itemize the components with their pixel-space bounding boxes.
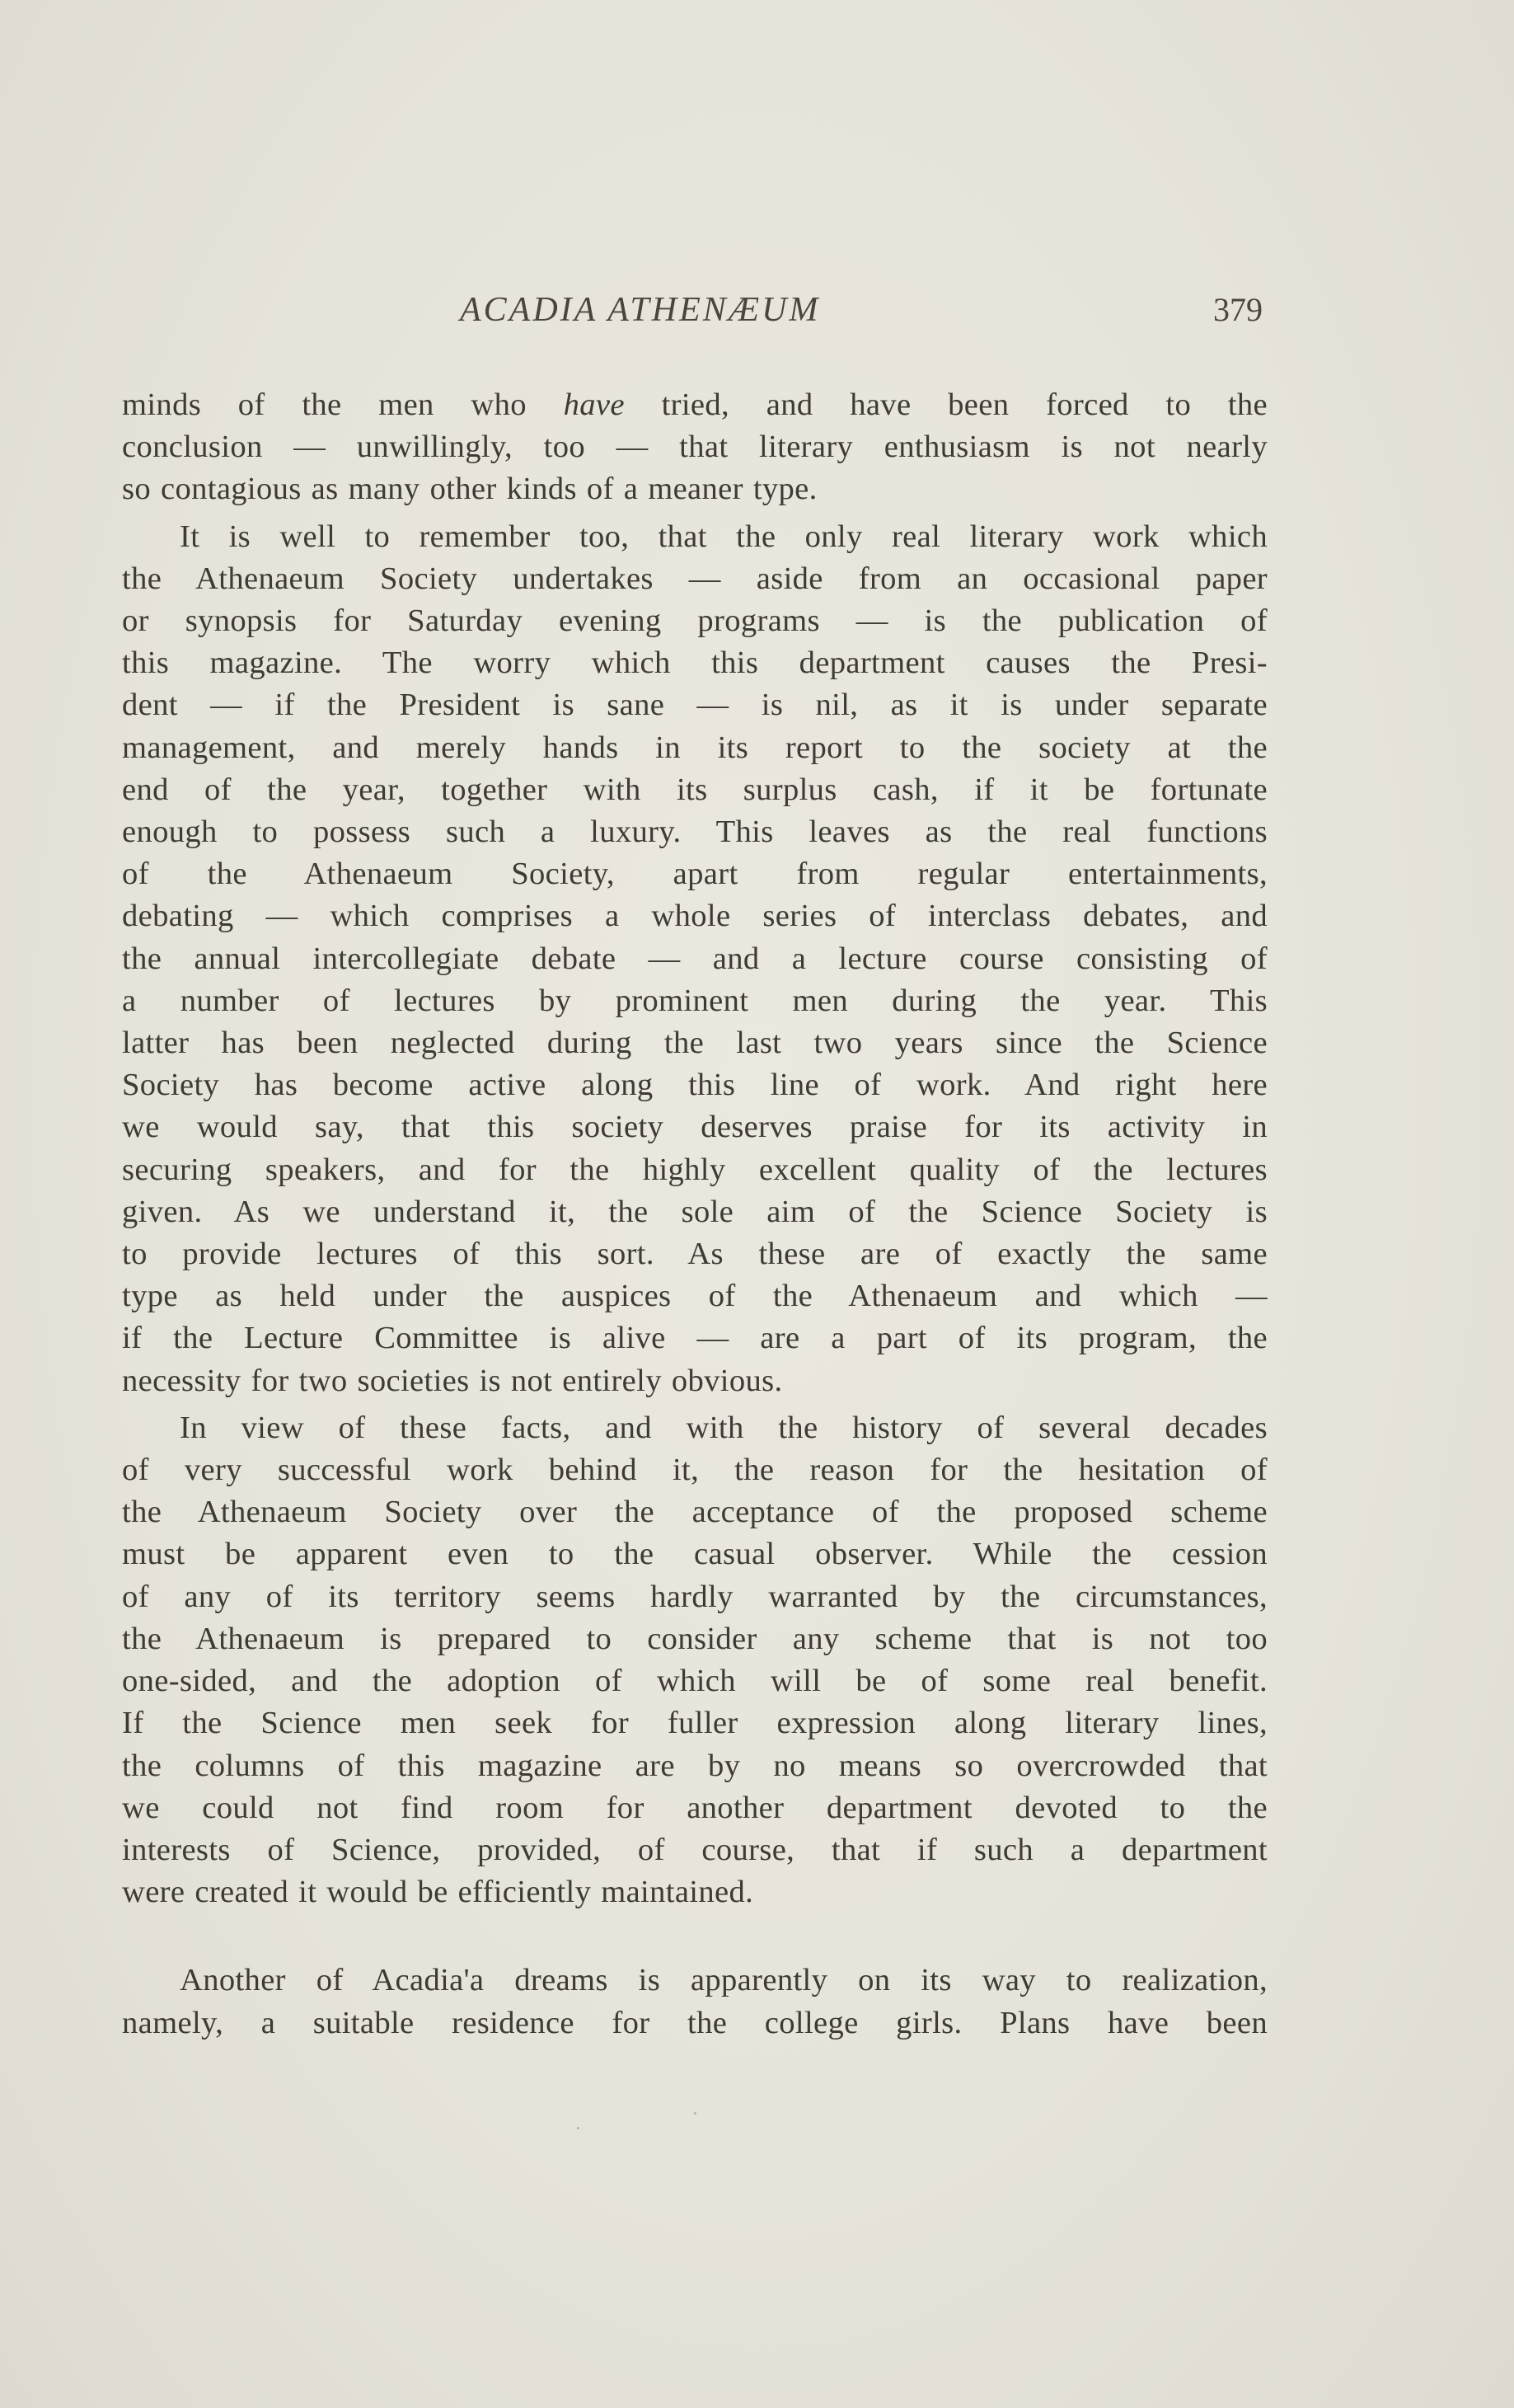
text-line: if the Lecture Committee is alive — are a part of its program, the [122, 1321, 1268, 1356]
text-line: the columns of this magazine are by no means so overcrowded that [122, 1748, 1268, 1783]
text-line: the Athenaeum Society over the acceptance of the proposed scheme [122, 1495, 1268, 1530]
scan-speck [577, 2127, 579, 2129]
text-line: one-sided, and the adoption of which will be of some real benefit. [122, 1664, 1268, 1699]
text-line: It is well to remember too, that the only real literary work which [180, 519, 1268, 554]
text-line: we could not find room for another department devoted to the [122, 1790, 1268, 1825]
page-header [122, 290, 1263, 340]
text-line: or synopsis for Saturday evening programs — is the publication of [122, 603, 1268, 639]
text-line: were created it would be efficiently maintained. [122, 1875, 754, 1910]
text-line: management, and merely hands in its report to the society at the [122, 730, 1268, 765]
body-text [122, 384, 1268, 2044]
paragraph-2 [122, 516, 1268, 1402]
text-line-segment: minds of the men who [122, 387, 564, 422]
text-line: must be apparent even to the casual observer. While the cession [122, 1537, 1268, 1572]
emphasis-have: have [563, 387, 625, 422]
text-line: latter has been neglected during the last two years since the Science [122, 1026, 1268, 1061]
text-line: Society has become active along this line of work. And right here [122, 1068, 1268, 1103]
text-line: a number of lectures by prominent men during the year. This [122, 983, 1268, 1018]
paragraph-1 [122, 384, 1268, 511]
text-line: of the Athenaeum Society, apart from regular entertainments, [122, 857, 1268, 892]
paragraph-4 [122, 1960, 1268, 2044]
text-line: the Athenaeum is prepared to consider any scheme that is not too [122, 1621, 1268, 1656]
text-line: necessity for two societies is not entirely obvious. [122, 1363, 783, 1398]
running-title: ACADIA ATHENÆUM [460, 291, 821, 329]
text-line: dent — if the President is sane — is nil, as it is under separate [122, 688, 1268, 723]
scan-speck [694, 2112, 696, 2115]
text-line: enough to possess such a luxury. This leaves as the real functions [122, 814, 1268, 850]
text-line: debating — which comprises a whole series of interclass debates, and [122, 899, 1268, 934]
text-line: end of the year, together with its surplus cash, if it be fortunate [122, 772, 1268, 807]
page-number: 379 [1213, 291, 1263, 328]
text-line: the annual intercollegiate debate — and a lecture course consisting of [122, 941, 1268, 976]
text-line: namely, a suitable residence for the college girls. Plans have been [122, 2005, 1268, 2040]
text-line: this magazine. The worry which this department causes the Presi- [122, 645, 1268, 681]
text-line: Another of Acadia'a dreams is apparently on its way to realization, [180, 1963, 1268, 1998]
text-line: of very successful work behind it, the reason for the hesitation of [122, 1453, 1268, 1488]
text-line: interests of Science, provided, of course, that if such a department [122, 1832, 1268, 1867]
text-line: the Athenaeum Society undertakes — aside from an occasional paper [122, 561, 1268, 596]
text-line: so contagious as many other kinds of a meaner type. [122, 472, 818, 507]
text-line [122, 384, 1268, 426]
text-line: of any of its territory seems hardly warranted by the circumstances, [122, 1579, 1268, 1614]
text-line-segment: tried, and have been forced to the [624, 387, 1268, 422]
text-line: we would say, that this society deserves praise for its activity in [122, 1110, 1268, 1145]
text-line: to provide lectures of this sort. As these are of exactly the same [122, 1237, 1268, 1272]
paragraph-3 [122, 1407, 1268, 1913]
text-line: securing speakers, and for the highly excellent quality of the lectures [122, 1152, 1268, 1187]
text-line: If the Science men seek for fuller expression along literary lines, [122, 1706, 1268, 1741]
text-line: given. As we understand it, the sole aim of the Science Society is [122, 1194, 1268, 1229]
text-line: type as held under the auspices of the Athenaeum and which — [122, 1279, 1268, 1314]
text-line: conclusion — unwillingly, too — that literary enthusiasm is not nearly [122, 429, 1268, 465]
text-line: In view of these facts, and with the history of several decades [180, 1410, 1268, 1445]
